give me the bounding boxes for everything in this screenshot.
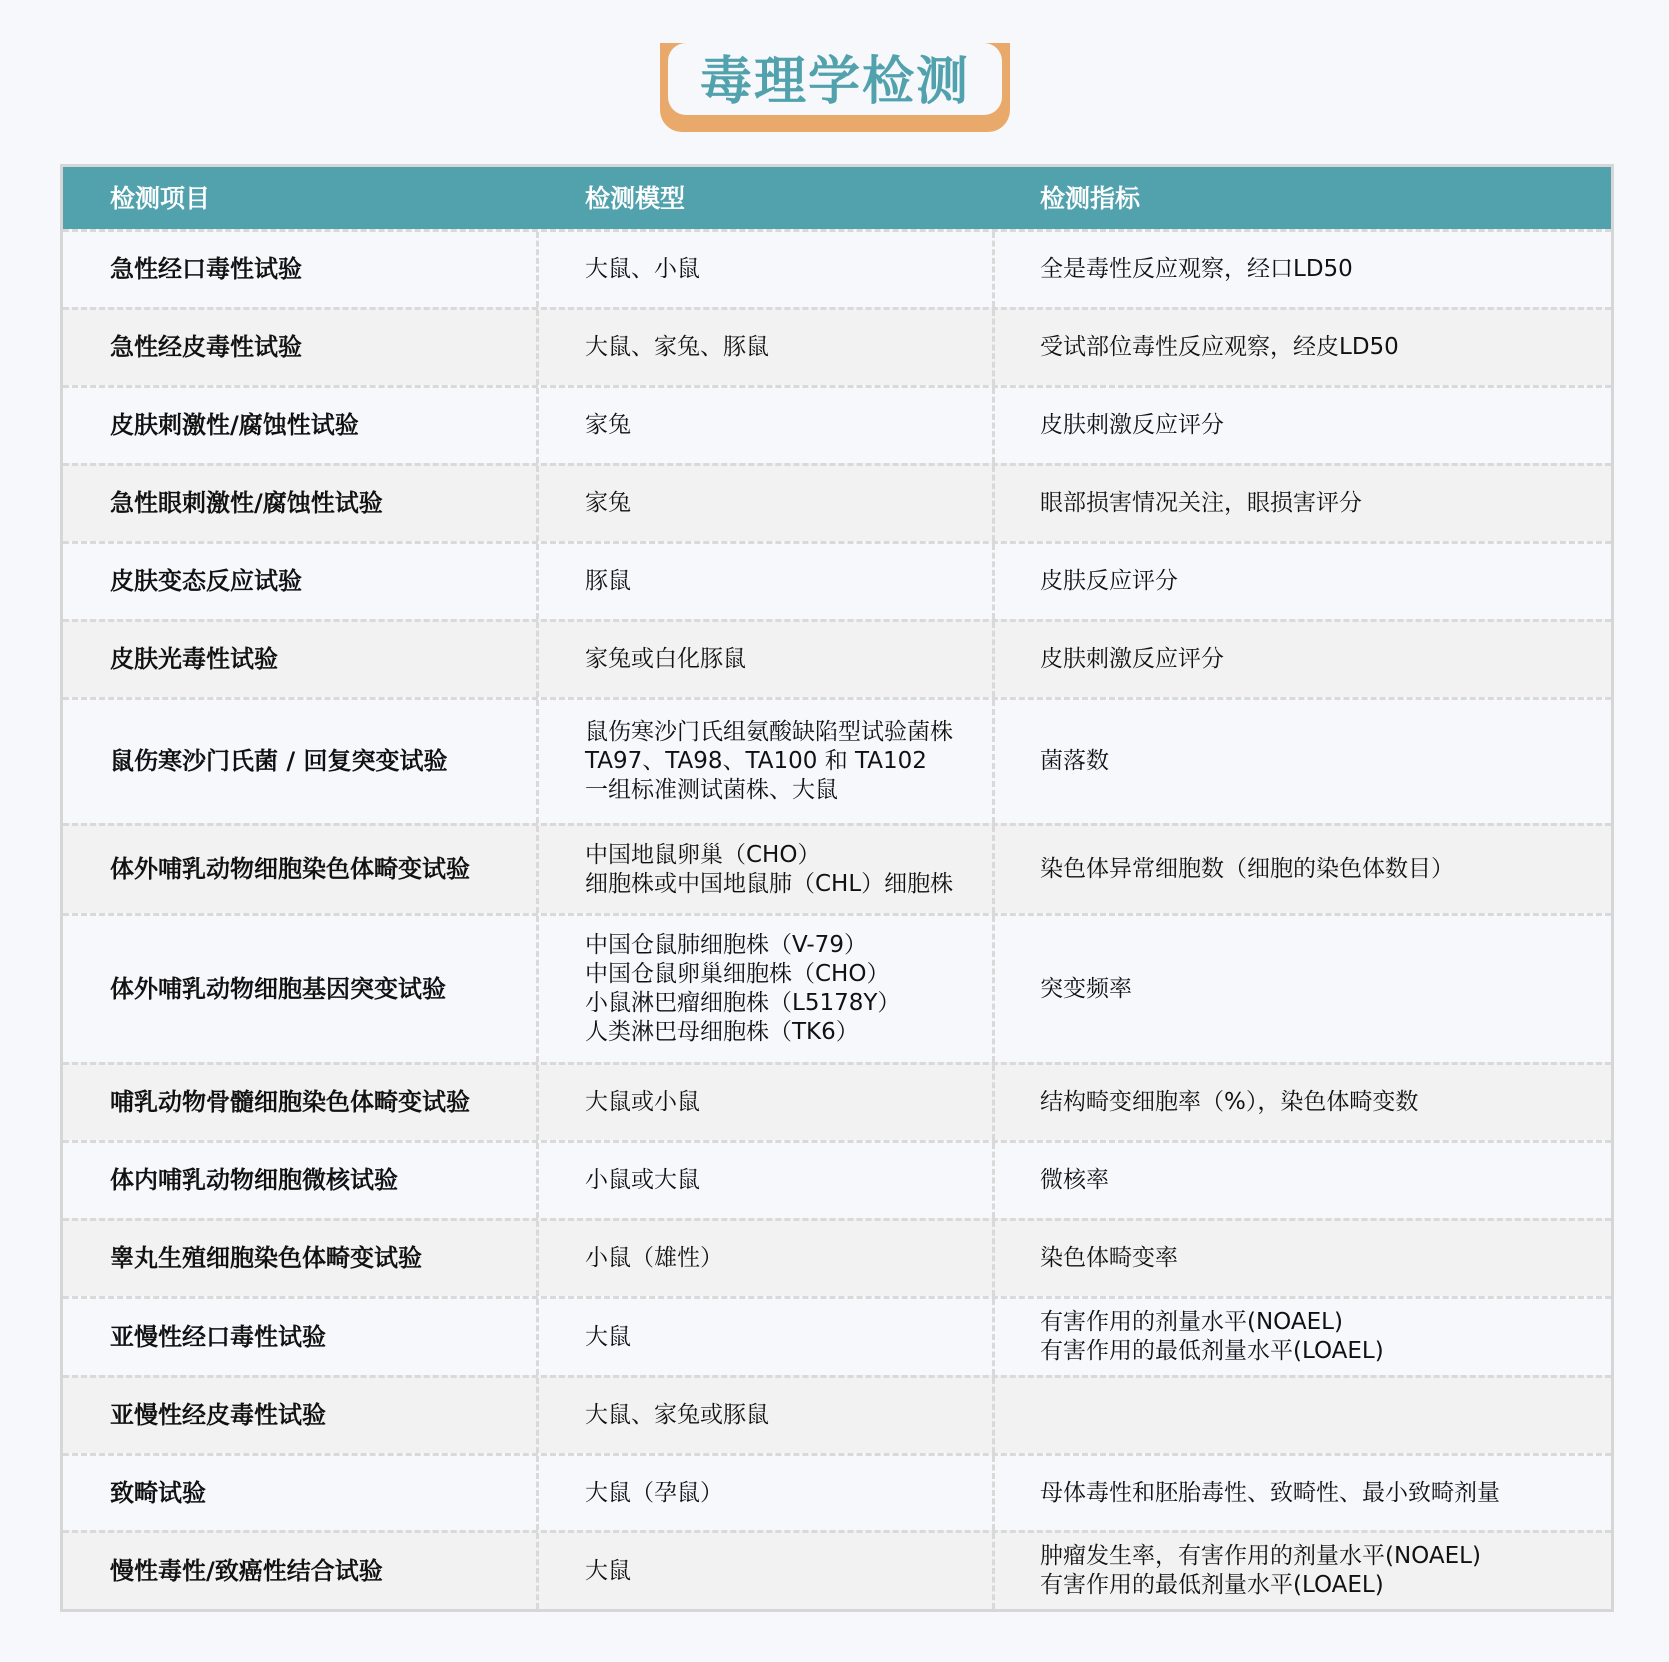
test-model-line: 小鼠（雄性） — [585, 1245, 723, 1271]
table-row — [63, 1218, 1611, 1296]
test-model-cell — [536, 1143, 992, 1218]
test-indicator-line: 受试部位毒性反应观察，经皮LD50 — [1040, 334, 1399, 360]
test-item-cell: 亚慢性经皮毒性试验 — [110, 1401, 326, 1429]
test-indicator-cell — [992, 622, 1611, 697]
test-indicator-line: 全是毒性反应观察，经口LD50 — [1040, 256, 1353, 282]
test-indicator-line: 菌落数 — [1040, 748, 1109, 774]
test-model-cell — [536, 1378, 992, 1453]
test-indicator-cell — [992, 1299, 1611, 1375]
header-test-indicator: 检测指标 — [1040, 183, 1141, 213]
test-item-cell: 体外哺乳动物细胞染色体畸变试验 — [110, 855, 470, 883]
test-indicator-line: 有害作用的剂量水平(NOAEL) — [1040, 1309, 1343, 1335]
table-row — [63, 823, 1611, 913]
test-model-line: 中国仓鼠肺细胞株（V-79） — [585, 932, 867, 958]
table-row — [63, 619, 1611, 697]
test-item-cell: 皮肤变态反应试验 — [110, 567, 302, 595]
test-model-line: 大鼠或小鼠 — [585, 1089, 700, 1115]
test-model-line: 大鼠 — [585, 1323, 631, 1350]
table-row — [63, 385, 1611, 463]
test-indicator-line: 皮肤刺激反应评分 — [1040, 412, 1224, 438]
table-row — [63, 913, 1611, 1062]
test-model-cell — [536, 388, 992, 463]
table-row — [63, 1062, 1611, 1140]
header-test-model: 检测模型 — [585, 183, 686, 213]
table-row — [63, 1140, 1611, 1218]
test-indicator-line: 结构畸变细胞率（%），染色体畸变数 — [1040, 1089, 1419, 1115]
test-item-cell: 体内哺乳动物细胞微核试验 — [110, 1166, 398, 1194]
test-model-cell — [536, 1221, 992, 1296]
test-model-line: 家兔 — [585, 490, 631, 516]
test-model-line: 大鼠、家兔、豚鼠 — [585, 334, 769, 360]
page-title: 毒理学检测 — [699, 52, 970, 112]
test-model-cell — [536, 1299, 992, 1375]
test-model-line: 大鼠、家兔或豚鼠 — [585, 1402, 769, 1428]
table-row — [63, 463, 1611, 541]
test-indicator-cell — [992, 466, 1611, 541]
test-model-line: 细胞株或中国地鼠肺（CHL）细胞株 — [585, 870, 954, 897]
table-header-row — [63, 167, 1611, 229]
test-model-cell — [536, 826, 992, 913]
test-model-cell — [536, 232, 992, 307]
table-row — [63, 1530, 1611, 1609]
test-item-cell: 皮肤刺激性/腐蚀性试验 — [110, 411, 359, 439]
test-model-cell — [536, 1533, 992, 1609]
test-model-line: 一组标准测试菌株、大鼠 — [585, 777, 838, 803]
test-item-cell: 睾丸生殖细胞染色体畸变试验 — [110, 1244, 422, 1272]
test-indicator-cell — [992, 388, 1611, 463]
test-model-line: 小鼠或大鼠 — [585, 1167, 700, 1193]
test-model-cell — [536, 544, 992, 619]
table-row — [63, 229, 1611, 307]
test-model-line: 家兔或白化豚鼠 — [585, 646, 746, 672]
test-indicator-cell — [992, 916, 1611, 1062]
table-row — [63, 307, 1611, 385]
test-indicator-line: 微核率 — [1040, 1167, 1109, 1193]
table-body — [63, 229, 1611, 1609]
test-model-line: 家兔 — [585, 412, 631, 438]
test-indicator-line: 皮肤反应评分 — [1040, 568, 1178, 594]
test-model-line: 大鼠、小鼠 — [585, 256, 700, 282]
test-indicator-cell — [992, 700, 1611, 823]
test-model-line: 豚鼠 — [585, 568, 631, 594]
test-model-cell — [536, 700, 992, 823]
test-indicator-cell — [992, 1378, 1611, 1453]
header-test-item: 检测项目 — [110, 183, 211, 213]
test-model-cell — [536, 310, 992, 385]
test-indicator-cell — [992, 1143, 1611, 1218]
test-item-cell: 急性经口毒性试验 — [110, 255, 302, 283]
test-indicator-line: 母体毒性和胚胎毒性、致畸性、最小致畸剂量 — [1040, 1479, 1500, 1506]
test-model-line: 中国地鼠卵巢（CHO） — [585, 841, 821, 868]
test-indicator-line: 染色体畸变率 — [1040, 1245, 1178, 1271]
table-row — [63, 1453, 1611, 1530]
test-item-cell: 体外哺乳动物细胞基因突变试验 — [110, 974, 446, 1003]
table-row — [63, 697, 1611, 823]
test-model-cell — [536, 916, 992, 1062]
test-indicator-cell — [992, 310, 1611, 385]
test-item-cell: 急性经皮毒性试验 — [110, 333, 302, 361]
test-indicator-cell — [992, 1221, 1611, 1296]
test-indicator-cell — [992, 1065, 1611, 1140]
test-item-cell: 皮肤光毒性试验 — [110, 645, 278, 673]
title-badge — [668, 43, 1002, 115]
test-indicator-line: 眼部损害情况关注，眼损害评分 — [1040, 490, 1362, 516]
test-indicator-line: 突变频率 — [1040, 975, 1132, 1002]
test-model-line: 鼠伤寒沙门氏组氨酸缺陷型试验菌株 — [585, 719, 953, 745]
test-item-cell: 鼠伤寒沙门氏菌 / 回复突变试验 — [110, 747, 448, 775]
test-indicator-line: 有害作用的最低剂量水平(LOAEL) — [1040, 1572, 1384, 1598]
test-indicator-line: 有害作用的最低剂量水平(LOAEL) — [1040, 1338, 1384, 1364]
table-row — [63, 1375, 1611, 1453]
test-indicator-cell — [992, 1533, 1611, 1609]
test-indicator-line: 染色体异常细胞数（细胞的染色体数目） — [1040, 856, 1454, 882]
table-row — [63, 1296, 1611, 1375]
test-indicator-cell — [992, 826, 1611, 913]
test-model-cell — [536, 466, 992, 541]
test-item-cell: 亚慢性经口毒性试验 — [110, 1322, 326, 1351]
test-model-cell — [536, 622, 992, 697]
test-model-line: TA97、TA98、TA100 和 TA102 — [585, 748, 927, 774]
test-model-line: 大鼠（孕鼠） — [585, 1479, 723, 1506]
test-indicator-cell — [992, 544, 1611, 619]
test-item-cell: 致畸试验 — [110, 1478, 206, 1507]
test-item-cell: 哺乳动物骨髓细胞染色体畸变试验 — [110, 1088, 470, 1116]
test-indicator-cell — [992, 232, 1611, 307]
test-model-line: 小鼠淋巴瘤细胞株（L5178Y） — [585, 990, 901, 1016]
test-model-line: 大鼠 — [585, 1557, 631, 1584]
toxicology-test-table — [60, 164, 1614, 1612]
test-model-cell — [536, 1065, 992, 1140]
test-model-cell — [536, 1456, 992, 1530]
test-indicator-cell — [992, 1456, 1611, 1530]
test-indicator-line: 皮肤刺激反应评分 — [1040, 646, 1224, 672]
table-row — [63, 541, 1611, 619]
test-item-cell: 急性眼刺激性/腐蚀性试验 — [110, 489, 383, 517]
test-item-cell: 慢性毒性/致癌性结合试验 — [110, 1556, 383, 1585]
test-model-line: 人类淋巴母细胞株（TK6） — [585, 1019, 859, 1045]
test-model-line: 中国仓鼠卵巢细胞株（CHO） — [585, 961, 890, 987]
test-indicator-line: 肿瘤发生率，有害作用的剂量水平(NOAEL) — [1040, 1543, 1481, 1569]
